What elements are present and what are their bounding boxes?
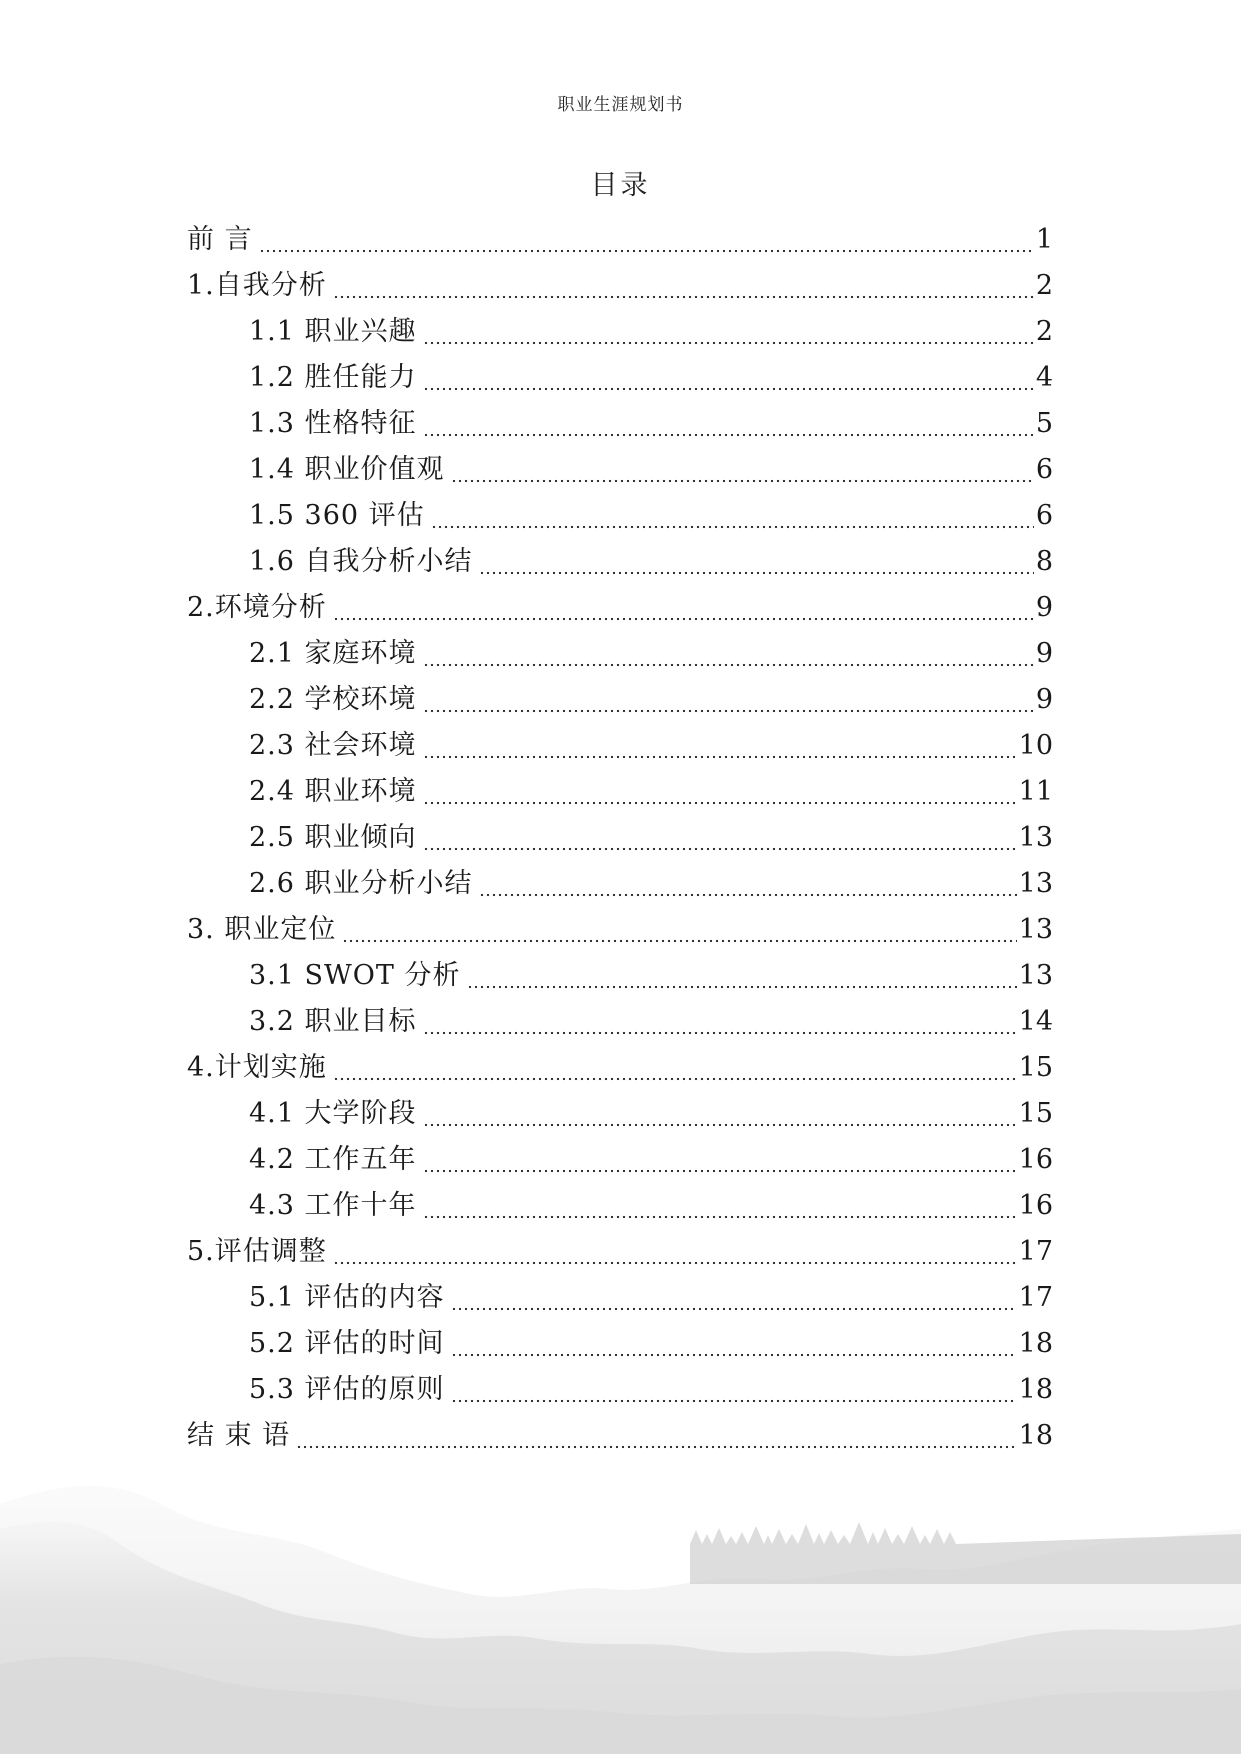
- toc-entry-page: 10: [1018, 730, 1053, 761]
- toc-entry[interactable]: [187, 220, 1053, 260]
- toc-entry[interactable]: [249, 542, 1053, 582]
- toc-entry-label: 1.1 职业兴趣: [249, 316, 417, 347]
- toc-leader-dots: [342, 910, 1016, 950]
- toc-entry[interactable]: [249, 312, 1053, 352]
- toc-entry-page: 1: [1035, 224, 1053, 255]
- toc-entry-page: 13: [1018, 960, 1053, 991]
- toc-entry-label: 4.2 工作五年: [249, 1144, 417, 1175]
- toc-entry-page: 9: [1035, 684, 1053, 715]
- toc-entry-label: 1.自我分析: [187, 270, 327, 301]
- toc-entry-label: 2.6 职业分析小结: [249, 868, 473, 899]
- toc-leader-dots: [423, 726, 1017, 766]
- toc-entry-label: 2.5 职业倾向: [249, 822, 417, 853]
- toc-entry-page: 2: [1035, 316, 1053, 347]
- toc-leader-dots: [451, 1278, 1017, 1318]
- toc-leader-dots: [431, 496, 1034, 536]
- toc-entry[interactable]: [249, 1370, 1053, 1410]
- toc-entry-page: 14: [1018, 1006, 1053, 1037]
- toc-entry-label: 5.2 评估的时间: [249, 1328, 445, 1359]
- toc-entry-label: 2.1 家庭环境: [249, 638, 417, 669]
- toc-leader-dots: [467, 956, 1017, 996]
- toc-entry-page: 2: [1035, 270, 1053, 301]
- toc-entry-page: 8: [1035, 546, 1053, 577]
- toc-entry-page: 6: [1035, 500, 1053, 531]
- toc-entry[interactable]: [249, 358, 1053, 398]
- toc-entry-page: 18: [1018, 1374, 1053, 1405]
- toc-leader-dots: [451, 1324, 1017, 1364]
- toc-leader-dots: [333, 1048, 1017, 1088]
- toc-entry[interactable]: [249, 1002, 1053, 1042]
- toc-entry[interactable]: [249, 680, 1053, 720]
- toc-entry-label: 5.3 评估的原则: [249, 1374, 445, 1405]
- toc-entry[interactable]: [187, 1048, 1053, 1088]
- toc-leader-dots: [423, 818, 1017, 858]
- toc-entry-page: 16: [1018, 1144, 1053, 1175]
- toc-entry-page: 18: [1018, 1328, 1053, 1359]
- toc-entry-label: 2.3 社会环境: [249, 730, 417, 761]
- toc-entry-page: 13: [1018, 868, 1053, 899]
- toc-entry-label: 2.2 学校环境: [249, 684, 417, 715]
- toc-entry-label: 1.5 360 评估: [249, 500, 425, 531]
- toc-entry-label: 2.4 职业环境: [249, 776, 417, 807]
- toc-leader-dots: [423, 1094, 1017, 1134]
- toc-entry-page: 17: [1018, 1282, 1053, 1313]
- toc-entry[interactable]: [249, 956, 1053, 996]
- toc-leader-dots: [451, 450, 1034, 490]
- toc-title: 目录: [590, 170, 651, 201]
- toc-leader-dots: [423, 1186, 1017, 1226]
- toc-entry[interactable]: [249, 1278, 1053, 1318]
- tree-line: [690, 1522, 1241, 1584]
- toc-entry-page: 13: [1018, 914, 1053, 945]
- toc-entry[interactable]: [249, 450, 1053, 490]
- toc-leader-dots: [451, 1370, 1017, 1410]
- toc-entry-label: 3. 职业定位: [187, 914, 337, 945]
- running-header: 职业生涯规划书: [557, 95, 684, 115]
- toc-leader-dots: [423, 404, 1034, 444]
- toc-entry-label: 4.3 工作十年: [249, 1190, 417, 1221]
- toc-entry-label: 5.评估调整: [187, 1236, 327, 1267]
- toc-entry-label: 2.环境分析: [187, 592, 327, 623]
- toc-entry[interactable]: [249, 1094, 1053, 1134]
- toc-entry[interactable]: [249, 1140, 1053, 1180]
- toc-entry[interactable]: [187, 266, 1053, 306]
- toc-leader-dots: [423, 680, 1034, 720]
- toc-entry-page: 17: [1018, 1236, 1053, 1267]
- toc-leader-dots: [333, 266, 1034, 306]
- toc-entry[interactable]: [187, 1232, 1053, 1272]
- toc-entry-page: 4: [1035, 362, 1053, 393]
- toc-entry[interactable]: [249, 634, 1053, 674]
- toc-entry-label: 3.1 SWOT 分析: [249, 960, 461, 991]
- toc-entry[interactable]: [249, 404, 1053, 444]
- toc-entry-label: 5.1 评估的内容: [249, 1282, 445, 1313]
- toc-entry-label: 1.6 自我分析小结: [249, 546, 473, 577]
- toc-leader-dots: [479, 542, 1034, 582]
- toc-entry[interactable]: [249, 1186, 1053, 1226]
- toc-entry-label: 4.1 大学阶段: [249, 1098, 417, 1129]
- toc-entry[interactable]: [249, 864, 1053, 904]
- toc-entry-page: 9: [1035, 592, 1053, 623]
- toc-leader-dots: [423, 1140, 1017, 1180]
- toc-entry-label: 1.2 胜任能力: [249, 362, 417, 393]
- toc-entry-page: 11: [1018, 776, 1053, 807]
- toc-leader-dots: [333, 588, 1034, 628]
- toc-entry-label: 前 言: [187, 224, 253, 255]
- toc-entry-label: 4.计划实施: [187, 1052, 327, 1083]
- toc-entry[interactable]: [187, 910, 1053, 950]
- toc-entry-page: 6: [1035, 454, 1053, 485]
- toc-entry[interactable]: [249, 772, 1053, 812]
- toc-entry[interactable]: [249, 726, 1053, 766]
- toc-entry-page: 13: [1018, 822, 1053, 853]
- toc-entry-page: 5: [1035, 408, 1053, 439]
- toc-entry-label: 1.4 职业价值观: [249, 454, 445, 485]
- toc-entry-page: 15: [1018, 1052, 1053, 1083]
- toc-entry-page: 15: [1018, 1098, 1053, 1129]
- toc-leader-dots: [423, 634, 1034, 674]
- toc-entry-label: 3.2 职业目标: [249, 1006, 417, 1037]
- toc-leader-dots: [479, 864, 1017, 904]
- toc-leader-dots: [423, 772, 1017, 812]
- toc-leader-dots: [423, 1002, 1017, 1042]
- toc-leader-dots: [423, 312, 1034, 352]
- toc-entry-label: 结 束 语: [187, 1420, 291, 1451]
- toc-leader-dots: [259, 220, 1034, 260]
- toc-entry-page: 9: [1035, 638, 1053, 669]
- mountain-background-illustration: [0, 1434, 1241, 1754]
- toc-leader-dots: [423, 358, 1034, 398]
- toc-entry[interactable]: [249, 818, 1053, 858]
- toc-entry[interactable]: [249, 496, 1053, 536]
- toc-entry-label: 1.3 性格特征: [249, 408, 417, 439]
- toc-entry-page: 16: [1018, 1190, 1053, 1221]
- toc-entry[interactable]: [249, 1324, 1053, 1364]
- toc-leader-dots: [333, 1232, 1017, 1272]
- toc-entry[interactable]: [187, 588, 1053, 628]
- toc-entry-page: 18: [1018, 1420, 1053, 1451]
